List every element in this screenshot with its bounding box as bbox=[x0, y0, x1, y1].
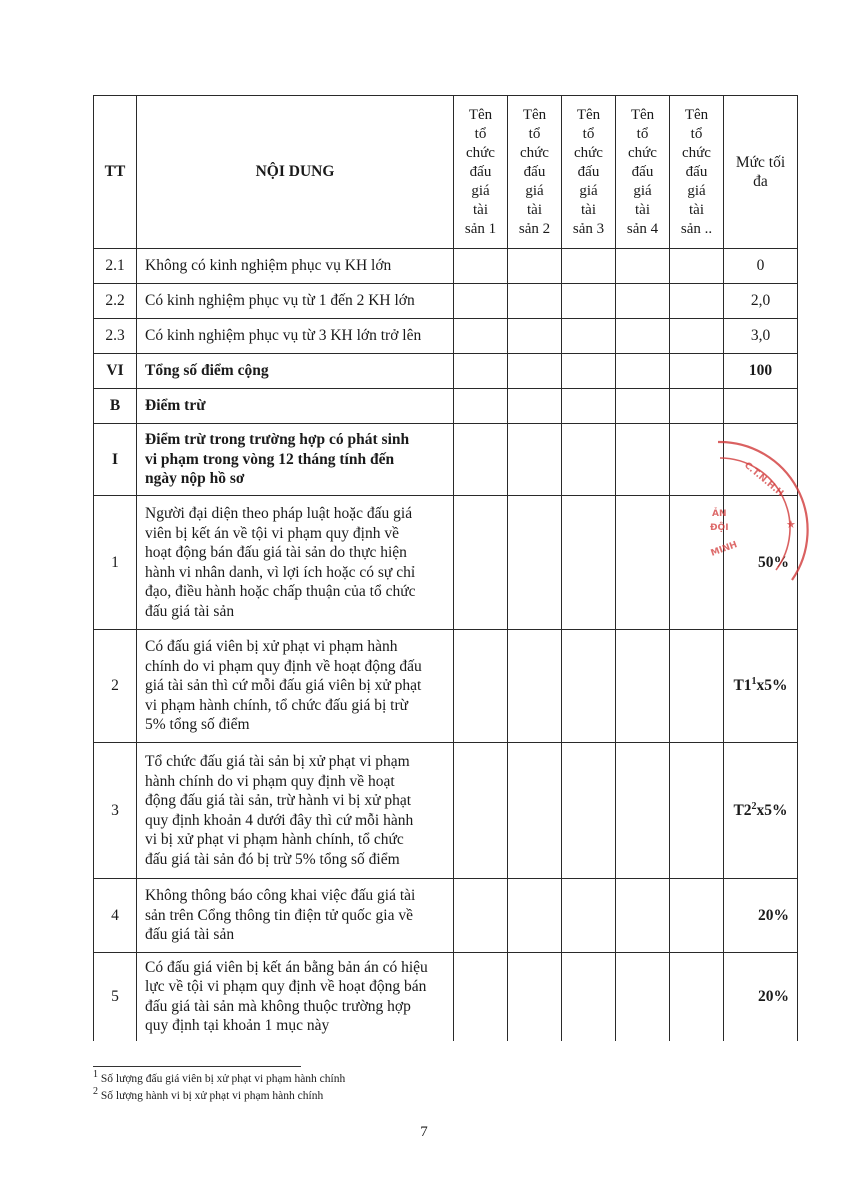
score-cell[interactable] bbox=[670, 389, 724, 424]
score-cell[interactable] bbox=[562, 249, 616, 284]
score-cell[interactable] bbox=[508, 389, 562, 424]
row-tt: 2.1 bbox=[94, 249, 137, 284]
score-cell[interactable] bbox=[508, 249, 562, 284]
score-cell[interactable] bbox=[454, 630, 508, 743]
page-number: 7 bbox=[420, 1124, 428, 1140]
header-org-3: Tên tổ chức đấu giá tài sản 3 bbox=[562, 96, 616, 249]
score-cell[interactable] bbox=[508, 953, 562, 1041]
row-max: $T2^2x5\%$ bbox=[724, 743, 798, 879]
table-row bbox=[94, 249, 798, 284]
row-tt: 5 bbox=[94, 953, 137, 1041]
score-cell[interactable] bbox=[562, 630, 616, 743]
svg-text:★: ★ bbox=[786, 518, 796, 531]
score-cell[interactable] bbox=[454, 496, 508, 630]
row-max: 20% bbox=[724, 953, 798, 1041]
header-content: NỘI DUNG bbox=[137, 96, 454, 249]
row-tt: 2.2 bbox=[94, 284, 137, 319]
score-cell[interactable] bbox=[454, 879, 508, 953]
score-cell[interactable] bbox=[454, 743, 508, 879]
score-cell[interactable] bbox=[670, 249, 724, 284]
score-cell[interactable] bbox=[616, 630, 670, 743]
row-max: 50% bbox=[724, 496, 798, 630]
header-org-1: Tên tổ chức đấu giá tài sản 1 bbox=[454, 96, 508, 249]
score-cell[interactable] bbox=[616, 249, 670, 284]
score-cell[interactable] bbox=[562, 284, 616, 319]
score-cell[interactable] bbox=[616, 496, 670, 630]
header-org-5: Tên tổ chức đấu giá tài sản .. bbox=[670, 96, 724, 249]
score-cell[interactable] bbox=[670, 630, 724, 743]
score-cell[interactable] bbox=[454, 354, 508, 389]
score-cell[interactable] bbox=[508, 354, 562, 389]
table-row bbox=[94, 953, 798, 1041]
score-cell[interactable] bbox=[670, 879, 724, 953]
header-org-4: Tên tổ chức đấu giá tài sản 4 bbox=[616, 96, 670, 249]
score-cell[interactable] bbox=[454, 424, 508, 496]
row-tt: B bbox=[94, 389, 137, 424]
score-cell[interactable] bbox=[670, 319, 724, 354]
header-max: Mức tối đa bbox=[724, 96, 798, 249]
row-tt: 2.3 bbox=[94, 319, 137, 354]
table-row bbox=[94, 879, 798, 953]
row-content: Không có kinh nghiệm phục vụ KH lớn bbox=[137, 249, 454, 284]
criteria-table bbox=[93, 95, 798, 1041]
row-max: 2,0 bbox=[724, 284, 798, 319]
row-max: $T1^1x5\%$ bbox=[724, 630, 798, 743]
score-cell[interactable] bbox=[616, 424, 670, 496]
score-cell[interactable] bbox=[454, 284, 508, 319]
score-cell[interactable] bbox=[508, 496, 562, 630]
score-cell[interactable] bbox=[616, 319, 670, 354]
row-content: Điểm trừ bbox=[137, 389, 454, 424]
score-cell[interactable] bbox=[670, 743, 724, 879]
table-row bbox=[94, 284, 798, 319]
row-content: Có kinh nghiệm phục vụ từ 3 KH lớn trở lên bbox=[137, 319, 454, 354]
score-cell[interactable] bbox=[562, 879, 616, 953]
table-row bbox=[94, 496, 798, 630]
score-cell[interactable] bbox=[670, 424, 724, 496]
row-max bbox=[724, 389, 798, 424]
score-cell[interactable] bbox=[508, 630, 562, 743]
table-row bbox=[94, 424, 798, 496]
table-row bbox=[94, 354, 798, 389]
score-cell[interactable] bbox=[508, 743, 562, 879]
score-cell[interactable] bbox=[670, 496, 724, 630]
row-max bbox=[724, 424, 798, 496]
footnote-divider bbox=[93, 1066, 301, 1067]
score-cell[interactable] bbox=[454, 953, 508, 1041]
score-cell[interactable] bbox=[562, 354, 616, 389]
row-max: 20% bbox=[724, 879, 798, 953]
score-cell[interactable] bbox=[562, 743, 616, 879]
table-row bbox=[94, 630, 798, 743]
header-org-2: Tên tổ chức đấu giá tài sản 2 bbox=[508, 96, 562, 249]
score-cell[interactable] bbox=[454, 319, 508, 354]
footnote-1: $^1$ Số lượng đấu giá viên bị xử phạt vi phạm hành chính bbox=[93, 1069, 346, 1085]
row-content: Điểm trừ trong trường hợp có phát sinh vi phạm trong vòng 12 tháng tính đến ngày nộp hồ sơ bbox=[137, 424, 454, 496]
row-tt: VI bbox=[94, 354, 137, 389]
score-cell[interactable] bbox=[616, 879, 670, 953]
row-tt: I bbox=[94, 424, 137, 496]
score-cell[interactable] bbox=[616, 389, 670, 424]
score-cell[interactable] bbox=[670, 354, 724, 389]
header-tt: TT bbox=[94, 96, 137, 249]
score-cell[interactable] bbox=[508, 284, 562, 319]
score-cell[interactable] bbox=[616, 354, 670, 389]
score-cell[interactable] bbox=[670, 284, 724, 319]
score-cell[interactable] bbox=[562, 424, 616, 496]
score-cell[interactable] bbox=[670, 953, 724, 1041]
score-cell[interactable] bbox=[454, 249, 508, 284]
table-row bbox=[94, 743, 798, 879]
score-cell[interactable] bbox=[616, 953, 670, 1041]
svg-text:C.T.N.H.H: C.T.N.H.H bbox=[742, 460, 786, 499]
row-content: Người đại diện theo pháp luật hoặc đấu giá viên bị kết án về tội vi phạm quy định về hoạt động bán đấu giá tài sản do thực hiện hành vi nhân danh, vì lợi ích hoặc có sự chỉ đạo, điều hành hoặc chấp thuận của tổ chức đấu giá tài sản bbox=[137, 496, 454, 630]
row-content: Có kinh nghiệm phục vụ từ 1 đến 2 KH lớn bbox=[137, 284, 454, 319]
score-cell[interactable] bbox=[562, 496, 616, 630]
score-cell[interactable] bbox=[616, 284, 670, 319]
score-cell[interactable] bbox=[562, 319, 616, 354]
score-cell[interactable] bbox=[616, 743, 670, 879]
score-cell[interactable] bbox=[508, 319, 562, 354]
score-cell[interactable] bbox=[562, 953, 616, 1041]
row-max: 100 bbox=[724, 354, 798, 389]
score-cell[interactable] bbox=[508, 879, 562, 953]
svg-text:ĐỘI: ĐỘI bbox=[710, 523, 729, 533]
row-max: 0 bbox=[724, 249, 798, 284]
row-content: Tổ chức đấu giá tài sản bị xử phạt vi phạm hành chính do vi phạm quy định về hoạt động đấu giá tài sản, trừ hành vi bị xử phạt quy định khoản 4 dưới đây thì cứ mỗi hành vi bị xử phạt vi phạm hành chính, tổ chức đấu giá tài sản đó bị trừ 5% tổng số điểm bbox=[137, 743, 454, 879]
header-row bbox=[94, 96, 798, 249]
row-tt: 2 bbox=[94, 630, 137, 743]
score-cell[interactable] bbox=[508, 424, 562, 496]
svg-text:MINH: MINH bbox=[709, 540, 739, 559]
score-cell[interactable] bbox=[454, 389, 508, 424]
score-cell[interactable] bbox=[562, 389, 616, 424]
row-content: Có đấu giá viên bị xử phạt vi phạm hành chính do vi phạm quy định về hoạt động đấu giá tài sản thì cứ mỗi đấu giá viên bị xử phạt vi phạm hành chính, tổ chức đấu giá bị trừ 5% tổng số điểm bbox=[137, 630, 454, 743]
row-tt: 1 bbox=[94, 496, 137, 630]
table-row bbox=[94, 319, 798, 354]
footnote-2: $^2$ Số lượng hành vi bị xử phạt vi phạm hành chính bbox=[93, 1086, 324, 1102]
svg-text:ẢN: ẢN bbox=[712, 509, 727, 519]
row-content: Tổng số điểm cộng bbox=[137, 354, 454, 389]
table-row bbox=[94, 389, 798, 424]
row-max: 3,0 bbox=[724, 319, 798, 354]
row-tt: 3 bbox=[94, 743, 137, 879]
row-tt: 4 bbox=[94, 879, 137, 953]
row-content: Không thông báo công khai việc đấu giá tài sản trên Cổng thông tin điện tử quốc gia về đấu giá tài sản bbox=[137, 879, 454, 953]
row-content: Có đấu giá viên bị kết án bằng bản án có hiệu lực về tội vi phạm quy định về hoạt động bán đấu giá tài sản mà không thuộc trường hợp quy định tại khoản 1 mục này bbox=[137, 953, 454, 1041]
footnotes bbox=[93, 1066, 797, 1105]
